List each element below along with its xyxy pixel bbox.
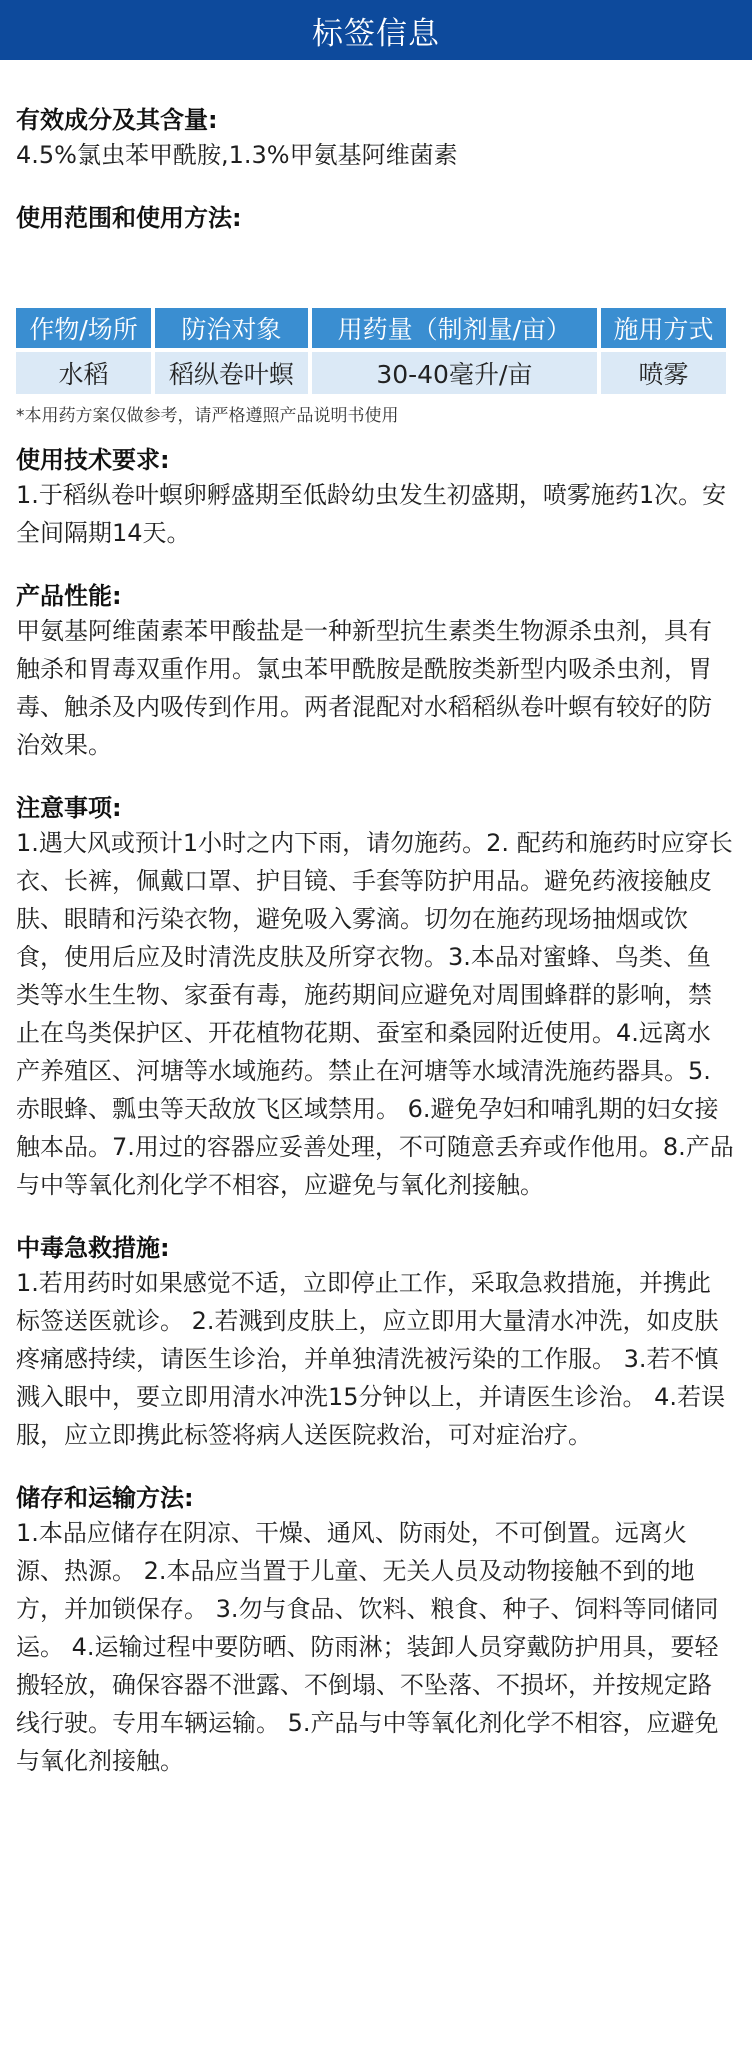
table-cell-dosage: 30-40毫升/亩 [312,352,597,394]
page-title: 标签信息 [312,15,440,52]
table-cell-crop: 水稻 [16,352,151,394]
table-cell-target: 稻纵卷叶螟 [155,352,308,394]
section-usage [16,174,734,428]
section-body: 1.遇大风或预计1小时之内下雨，请勿施药。2. 配药和施药时应穿长衣、长裤，佩戴口罩、护目镜、手套等防护用品。避免药液接触皮肤、眼睛和污染衣物，避免吸入雾滴。切勿在施药现场抽烟或饮食，使用后应及时清洗皮肤及所穿衣物。3.本品对蜜蜂、鸟类、鱼类等水生生物、家蚕有毒，施药期间应避免对周围蜂群的影响，禁止在鸟类保护区、开花植物花期、蚕室和桑园附近使用。4.远离水产养殖区、河塘等水域施药。禁止在河塘等水域清洗施药器具。5.赤眼蜂、瓢虫等天敌放飞区域禁用。 6.避免孕妇和哺乳期的妇女接触本品。7.用过的容器应妥善处理，不可随意丢弃或作他用。8.产品与中等氧化剂化学不相容，应避免与氧化剂接触。 [16,829,734,1199]
column-header-method: 施用方式 [601,308,726,348]
section-storage-transport [16,1454,734,1780]
section-title: 产品性能: [16,582,122,610]
section-body: 1.于稻纵卷叶螟卵孵盛期至低龄幼虫发生初盛期，喷雾施药1次。安全间隔期14天。 [16,481,727,547]
column-header-target: 防治对象 [155,308,308,348]
section-title: 注意事项: [16,794,122,822]
table-note: *本用药方案仅做参考，请严格遵照产品说明书使用 [16,406,399,426]
usage-table [12,304,730,398]
section-first-aid [16,1204,734,1454]
table-row [16,352,726,394]
section-body: 1.若用药时如果感觉不适，立即停止工作，采取急救措施，并携此标签送医就诊。 2.若溅到皮肤上，应立即用大量清水冲洗，如皮肤疼痛感持续，请医生诊治，并单独清洗被污染的工作服。 3.若不慎溅入眼中，要立即用清水冲洗15分钟以上，并请医生诊治。 4.若误服，应立即携此标签将病人送医院救治，可对症治疗。 [16,1269,726,1449]
section-body: 1.本品应储存在阴凉、干燥、通风、防雨处，不可倒置。远离火源、热源。 2.本品应当置于儿童、无关人员及动物接触不到的地方，并加锁保存。 3.勿与食品、饮料、粮食、种子、饲料等同储同运。 4.运输过程中要防晒、防雨淋；装卸人员穿戴防护用具，要轻搬轻放，确保容器不泄露、不倒塌、不坠落、不损坏，并按规定路线行驶。专用车辆运输。 5.产品与中等氧化剂化学不相容，应避免与氧化剂接触。 [16,1519,719,1775]
page-header [0,0,752,60]
section-body: 4.5%氯虫苯甲酰胺,1.3%甲氨基阿维菌素 [16,141,458,169]
section-precautions [16,764,734,1204]
section-title: 有效成分及其含量: [16,106,218,134]
section-title: 使用范围和使用方法: [16,204,242,232]
column-header-dosage: 用药量（制剂量/亩） [312,308,597,348]
section-performance [16,552,734,764]
section-title: 使用技术要求: [16,446,170,474]
section-ingredients [16,60,734,174]
section-title: 中毒急救措施: [16,1234,170,1262]
column-header-crop: 作物/场所 [16,308,151,348]
section-tech-requirements [16,428,734,552]
content [0,60,752,1780]
section-body: 甲氨基阿维菌素苯甲酸盐是一种新型抗生素类生物源杀虫剂，具有触杀和胃毒双重作用。氯虫苯甲酰胺是酰胺类新型内吸杀虫剂，胃毒、触杀及内吸传到作用。两者混配对水稻稻纵卷叶螟有较好的防治效果。 [16,617,712,759]
table-cell-method: 喷雾 [601,352,726,394]
table-header-row [16,308,726,348]
section-title: 储存和运输方法: [16,1484,194,1512]
